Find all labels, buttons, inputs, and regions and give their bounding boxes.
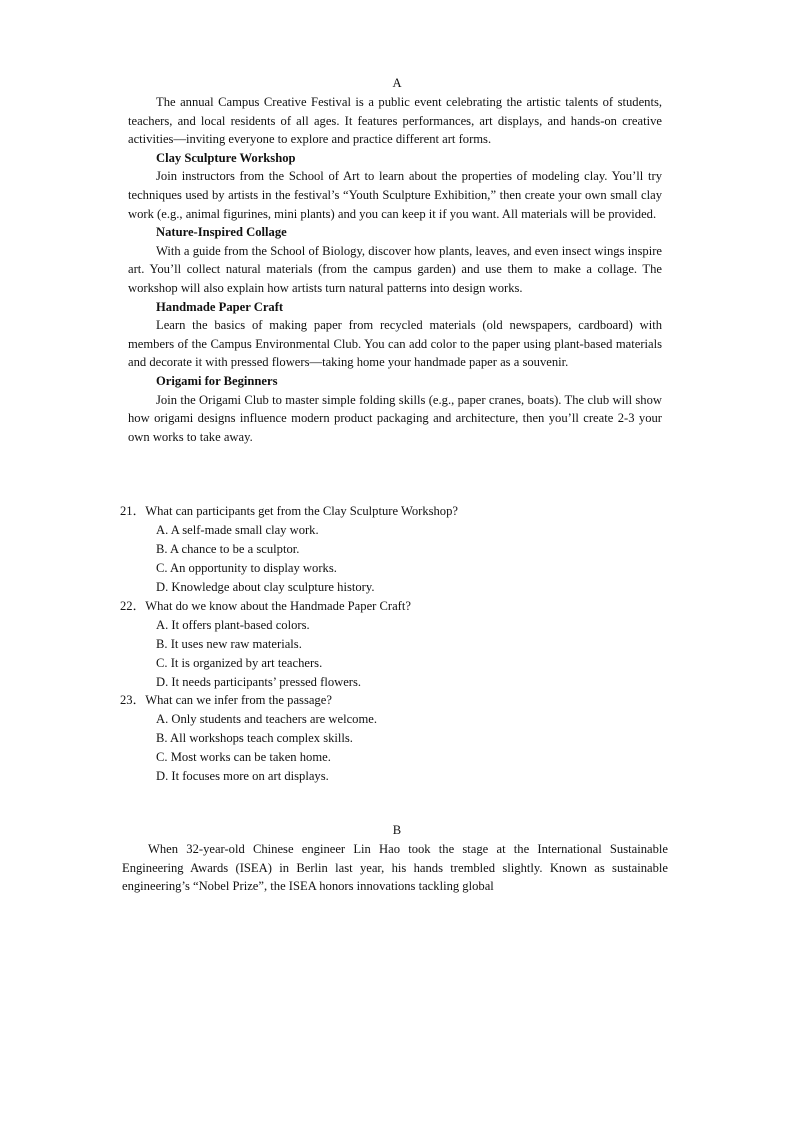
section-body-origami: Join the Origami Club to master simple folding skills (e.g., paper cranes, boats). The club will show how origami designs influence modern product packaging and architecture, then you’ll create 2-3 your own works to take away. (128, 392, 662, 444)
option-a: A. A self-made small clay work. (156, 522, 319, 537)
section-body-collage: With a guide from the School of Biology, discover how plants, leaves, and even insect wings inspire art. You’ll collect natural materials (from the campus garden) and use them to make a collage. The workshop will also explain how artists turn natural patterns into design works. (128, 243, 662, 295)
option-d: D. It focuses more on art displays. (156, 768, 329, 783)
question-stem: 22．What do we know about the Handmade Paper Craft? (120, 599, 411, 613)
passage-b (122, 840, 668, 896)
passage-a (128, 93, 662, 446)
option-b: B. All workshops teach complex skills. (156, 730, 353, 745)
option-b: B. A chance to be a sculptor. (156, 541, 300, 556)
section-heading-origami: Origami for Beginners (156, 373, 278, 388)
question-stem: 21．What can participants get from the Clay Sculpture Workshop? (120, 504, 458, 518)
question-21 (120, 502, 680, 597)
option-c: C. An opportunity to display works. (156, 560, 337, 575)
option-a: A. Only students and teachers are welcome. (156, 711, 378, 726)
question-23 (120, 691, 680, 786)
option-d: D. It needs participants’ pressed flowers. (156, 674, 362, 689)
option-c: C. It is organized by art teachers. (156, 655, 323, 670)
option-d: D. Knowledge about clay sculpture history. (156, 579, 375, 594)
section-heading-clay: Clay Sculpture Workshop (156, 150, 296, 165)
option-a: A. It offers plant-based colors. (156, 617, 310, 632)
section-heading-collage: Nature-Inspired Collage (156, 225, 287, 240)
option-b: B. It uses new raw materials. (156, 636, 302, 651)
passage-a-intro: The annual Campus Creative Festival is a public event celebrating the artistic talents of students, teachers, and local residents of all ages. It features performances, art displays, and hands-on creative activities—inviting everyone to explore and practice different art forms. (128, 95, 662, 147)
section-heading-paper: Handmade Paper Craft (156, 299, 284, 314)
question-stem: 23．What can we infer from the passage? (120, 693, 332, 707)
passage-b-label: B (392, 823, 402, 837)
passage-a-label: A (392, 76, 402, 90)
section-body-paper: Learn the basics of making paper from recycled materials (old newspapers, cardboard) with members of the Campus Environmental Club. You can add color to the paper using plant-based materials and decorate it with pressed flowers—taking home your handmade paper as a souvenir. (128, 318, 662, 370)
passage-b-intro: When 32-year-old Chinese engineer Lin Hao took the stage at the International Sustainable Engineering Awards (ISEA) in Berlin last year, his hands trembled slightly. Known as sustainable engineering’s “Nobel Prize”, the ISEA honors innovations tackling global (122, 842, 668, 894)
option-c: C. Most works can be taken home. (156, 749, 331, 764)
question-22 (120, 597, 680, 692)
section-body-clay: Join instructors from the School of Art to learn about the properties of modeling clay. You’ll try techniques used by artists in the festival’s “Youth Sculpture Exhibition,” then create your own small clay work (e.g., animal figurines, mini plants) and you can keep it if you want. All materials will be provided. (128, 169, 662, 221)
